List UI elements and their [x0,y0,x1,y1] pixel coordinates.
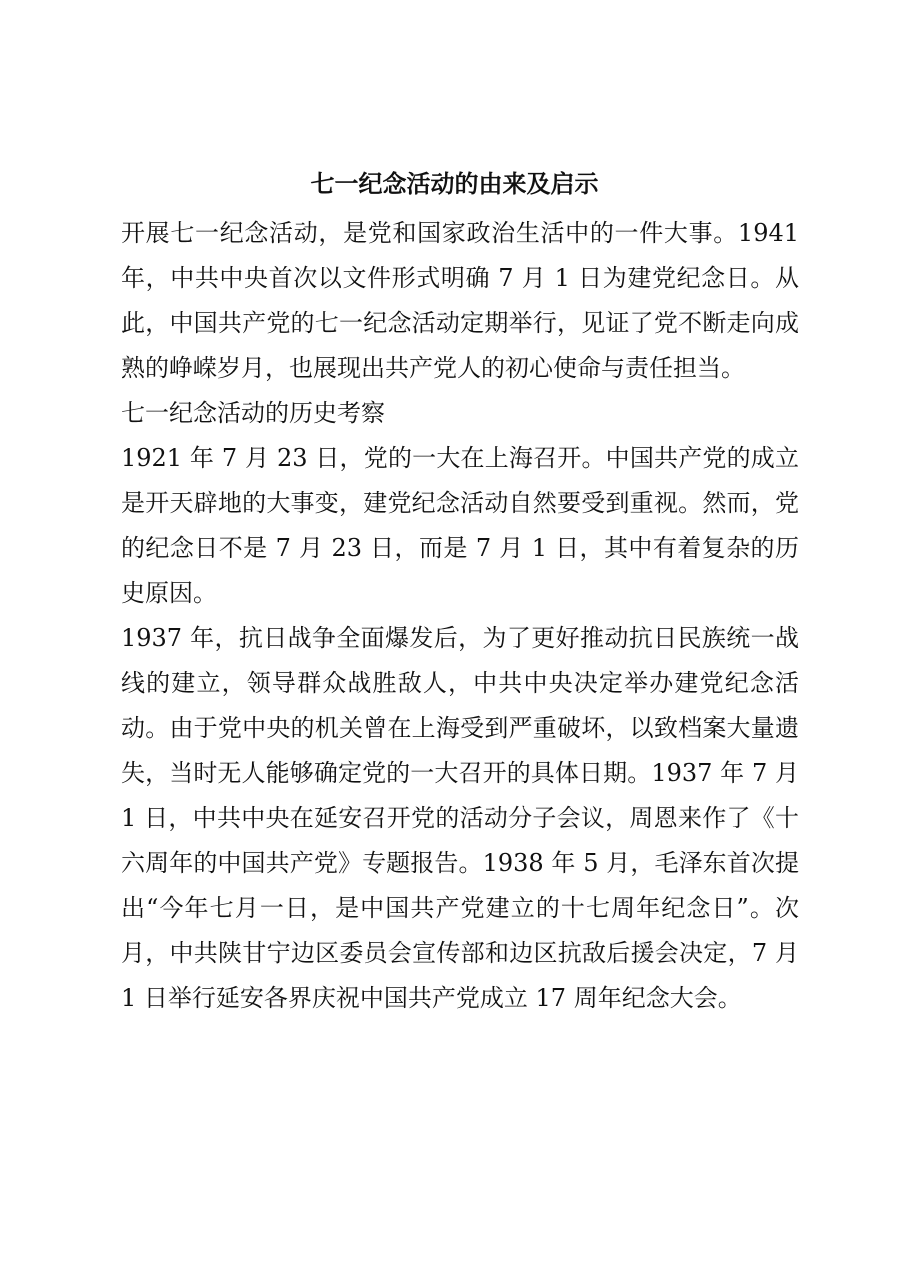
document-body [121,211,799,1021]
section-heading: 七一纪念活动的历史考察 [121,399,385,427]
history-paragraph-1937: 1937 年，抗日战争全面爆发后，为了更好推动抗日民族统一战线的建立，领导群众战胜敌人，中共中央决定举办建党纪念活动。由于党中央的机关曾在上海受到严重破坏，以致档案大量遗失，当时无人能够确定党的一大召开的具体日期。1937 年 7 月 1 日，中共中央在延安召开党的活动分子会议，周恩来作了《十六周年的中国共产党》专题报告。1938 年 5 月，毛泽东首次提出“今年七月一日，是中国共产党建立的十七周年纪念日”。次月，中共陕甘宁边区委员会宣传部和边区抗敌后援会决定，7 月 1 日举行延安各界庆祝中国共产党成立 17 周年纪念大会。 [121,624,799,1012]
document-title: 七一纪念活动的由来及启示 [310,169,599,198]
history-paragraph-1921: 1921 年 7 月 23 日，党的一大在上海召开。中国共产党的成立是开天辟地的大事变，建党纪念活动自然要受到重视。然而，党的纪念日不是 7 月 23 日，而是 7 月 1 日，其中有着复杂的历史原因。 [121,444,799,607]
intro-paragraph: 开展七一纪念活动，是党和国家政治生活中的一件大事。1941年，中共中央首次以文件形式明确 7 月 1 日为建党纪念日。从此，中国共产党的七一纪念活动定期举行，见证了党不断走向成熟的峥嵘岁月，也展现出共产党人的初心使命与责任担当。 [121,219,799,382]
